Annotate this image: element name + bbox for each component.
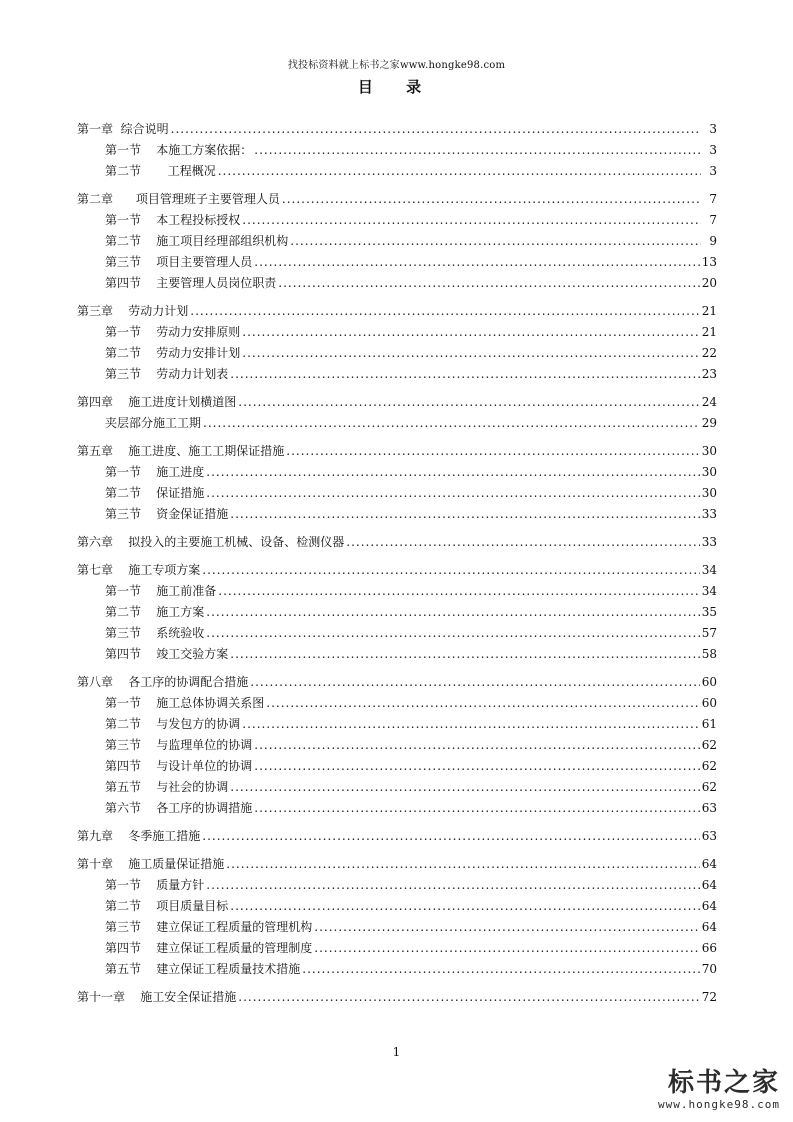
- toc-entry-number: 第三节: [105, 367, 142, 381]
- toc-section-entry[interactable]: [77, 581, 717, 602]
- toc-page-number: 30: [701, 465, 717, 479]
- toc-chapter-entry[interactable]: [77, 672, 717, 693]
- toc-entry-title: 施工专项方案: [113, 563, 201, 577]
- toc-chapter-entry[interactable]: [77, 119, 717, 140]
- toc-leader-dots: [254, 140, 701, 161]
- toc-page-number: 22: [701, 346, 717, 360]
- toc-chapter-entry[interactable]: [77, 854, 717, 875]
- toc-entry-title: 施工安全保证措施: [125, 990, 237, 1004]
- toc-entry-title: 竣工交验方案: [141, 647, 229, 661]
- toc-page-number: 7: [709, 192, 717, 206]
- toc-entry-title: 本工程投标授权: [141, 213, 241, 227]
- toc-entry-number: 第五节: [105, 780, 142, 794]
- toc-page-number: 21: [701, 304, 717, 318]
- toc-entry-title: 项目主要管理人员: [141, 255, 253, 269]
- toc-leader-dots: [230, 364, 699, 385]
- toc-leader-dots: [242, 322, 699, 343]
- toc-section-entry[interactable]: [77, 623, 717, 644]
- toc-page-number: 62: [701, 738, 717, 752]
- toc-chapter-entry[interactable]: [77, 987, 717, 1008]
- toc-entry-number: 第十一章: [77, 990, 126, 1004]
- toc-entry-title: 劳动力安排原则: [141, 325, 241, 339]
- toc-page-number: 30: [701, 486, 717, 500]
- page-title: 目 录: [357, 78, 436, 96]
- toc-entry-number: 第二节: [105, 164, 142, 178]
- toc-entry-title: 冬季施工措施: [113, 829, 201, 843]
- toc-entry-title: 与设计单位的协调: [141, 759, 253, 773]
- toc-entry-number: 第三章: [77, 304, 114, 318]
- toc-page-number: 72: [701, 990, 717, 1004]
- toc-leader-dots: [206, 483, 699, 504]
- toc-leader-dots: [250, 672, 699, 693]
- toc-entry-title: 劳动力计划表: [141, 367, 229, 381]
- toc-leader-dots: [242, 714, 699, 735]
- toc-entry-number: 第五章: [77, 444, 114, 458]
- toc-entry-title: 本施工方案依据：: [141, 143, 253, 157]
- toc-entry-title: 劳动力安排计划: [141, 346, 241, 360]
- toc-entry-number: 第一节: [105, 465, 142, 479]
- toc-entry-title: 各工序的协调措施: [141, 801, 253, 815]
- toc-leader-dots: [203, 413, 700, 434]
- toc-page-number: 9: [709, 234, 717, 248]
- logo-url: www.hongke98.com: [658, 1098, 780, 1111]
- toc-entry-number: 第六章: [77, 535, 114, 549]
- toc-entry-number: 第九章: [77, 829, 114, 843]
- toc-entry-number: 第八章: [77, 675, 114, 689]
- toc-leader-dots: [230, 504, 699, 525]
- toc-entry-number: 第一节: [105, 143, 142, 157]
- toc-leader-dots: [206, 875, 699, 896]
- toc-entry-number: 第二节: [105, 234, 142, 248]
- toc-entry-title: 夹层部分施工工期: [105, 416, 202, 430]
- toc-page-number: 23: [701, 367, 717, 381]
- toc-entry-number: 第二节: [105, 486, 142, 500]
- toc-entry-number: 第五节: [105, 962, 142, 976]
- toc-chapter-entry[interactable]: [77, 826, 717, 847]
- toc-leader-dots: [254, 798, 699, 819]
- toc-page-number: 34: [701, 584, 717, 598]
- toc-entry-number: 第四节: [105, 276, 142, 290]
- toc-page-number: 64: [701, 920, 717, 934]
- toc-page-number: 30: [701, 444, 717, 458]
- toc-section-entry[interactable]: [77, 735, 717, 756]
- toc-leader-dots: [230, 777, 699, 798]
- toc-section-entry[interactable]: [77, 938, 717, 959]
- toc-entry-title: 施工质量保证措施: [113, 857, 225, 871]
- toc-section-entry[interactable]: [77, 483, 717, 504]
- toc-chapter-entry[interactable]: [77, 301, 717, 322]
- toc-leader-dots: [171, 119, 701, 140]
- toc-entry-title: 施工进度: [141, 465, 205, 479]
- toc-section-entry[interactable]: [77, 273, 717, 294]
- toc-page-number: 64: [701, 857, 717, 871]
- toc-entry-number: 第三节: [105, 507, 142, 521]
- toc-leader-dots: [254, 756, 699, 777]
- toc-leader-dots: [290, 231, 701, 252]
- toc-entry-title: 与社会的协调: [141, 780, 229, 794]
- toc-entry-title: 建立保证工程质量的管理机构: [141, 920, 313, 934]
- toc-chapter-entry[interactable]: [77, 441, 717, 462]
- toc-entry-title: 建立保证工程质量的管理制度: [141, 941, 313, 955]
- toc-leader-dots: [218, 581, 699, 602]
- toc-leader-dots: [202, 560, 699, 581]
- toc-section-entry[interactable]: [77, 504, 717, 525]
- toc-page-number: 13: [701, 255, 717, 269]
- toc-page-number: 64: [701, 878, 717, 892]
- toc-chapter-entry[interactable]: [77, 189, 717, 210]
- toc-page-number: 60: [701, 675, 717, 689]
- toc-leader-dots: [190, 301, 699, 322]
- toc-entry-title: 系统验收: [141, 626, 205, 640]
- toc-page-number: 33: [701, 535, 717, 549]
- toc-page-number: 64: [701, 899, 717, 913]
- toc-entry-number: 第三节: [105, 626, 142, 640]
- toc-page-number: 63: [701, 829, 717, 843]
- watermark-logo: [640, 1068, 780, 1111]
- toc-entry-number: 第一节: [105, 696, 142, 710]
- toc-entry-number: 第二节: [105, 899, 142, 913]
- toc-entry-title: 资金保证措施: [141, 507, 229, 521]
- toc-leader-dots: [286, 441, 699, 462]
- toc-leader-dots: [226, 854, 699, 875]
- toc-leader-dots: [242, 343, 699, 364]
- toc-section-entry[interactable]: [77, 917, 717, 938]
- toc-entry-title: 施工项目经理部组织机构: [141, 234, 289, 248]
- toc-entry-title: 与监理单位的协调: [141, 738, 253, 752]
- toc-entry-number: 第三节: [105, 920, 142, 934]
- toc-entry-title: 质量方针: [141, 878, 205, 892]
- toc-page-number: 70: [701, 962, 717, 976]
- toc-page-number: 62: [701, 759, 717, 773]
- toc-leader-dots: [206, 623, 699, 644]
- toc-section-entry[interactable]: [77, 161, 717, 182]
- toc-page-number: 21: [701, 325, 717, 339]
- toc-entry-number: 第六节: [105, 801, 142, 815]
- toc-section-entry[interactable]: [77, 959, 717, 980]
- toc-leader-dots: [230, 896, 699, 917]
- toc-section-entry[interactable]: [77, 756, 717, 777]
- toc-page-number: 7: [709, 213, 717, 227]
- toc-page-number: 3: [709, 143, 717, 157]
- toc-page-number: 20: [701, 276, 717, 290]
- toc-entry-number: 第十章: [77, 857, 114, 871]
- toc-section-entry[interactable]: [77, 252, 717, 273]
- toc-leader-dots: [314, 938, 699, 959]
- toc-page-number: 60: [701, 696, 717, 710]
- toc-leader-dots: [254, 735, 699, 756]
- toc-leader-dots: [314, 917, 699, 938]
- toc-section-entry[interactable]: [77, 896, 717, 917]
- toc-page-number: 24: [701, 395, 717, 409]
- toc-leader-dots: [230, 644, 699, 665]
- toc-chapter-entry[interactable]: [77, 532, 717, 553]
- toc-entry-number: 第四节: [105, 941, 142, 955]
- toc-entry-number: 第一节: [105, 325, 142, 339]
- toc-entry-title: 劳动力计划: [113, 304, 189, 318]
- toc-entry-title: 建立保证工程质量技术措施: [141, 962, 301, 976]
- toc-chapter-entry[interactable]: [77, 560, 717, 581]
- toc-entry-title: 工程概况: [141, 164, 216, 178]
- toc-page-number: 58: [701, 647, 717, 661]
- toc-entry-number: 第二节: [105, 346, 142, 360]
- toc-entry-number: 第四节: [105, 759, 142, 773]
- toc-entry-title: 项目质量目标: [141, 899, 229, 913]
- toc-leader-dots: [238, 392, 699, 413]
- toc-leader-dots: [206, 462, 699, 483]
- toc-entry-number: 第一节: [105, 584, 142, 598]
- toc-leader-dots: [242, 210, 701, 231]
- toc-leader-dots: [278, 273, 699, 294]
- toc-entry-number: 第三节: [105, 738, 142, 752]
- toc-entry-title: 施工方案: [141, 605, 205, 619]
- toc-section-entry[interactable]: [77, 364, 717, 385]
- page-number: 1: [392, 1045, 401, 1059]
- toc-entry-title: 施工前准备: [141, 584, 217, 598]
- toc-section-entry[interactable]: [77, 210, 717, 231]
- toc-entry-title: 综合说明: [113, 122, 169, 136]
- toc-entry-number: 第一章: [77, 122, 114, 136]
- toc-leader-dots: [266, 693, 699, 714]
- toc-entry-number: 第三节: [105, 255, 142, 269]
- toc-leader-dots: [202, 826, 699, 847]
- toc-entry-title: 施工进度计划横道图: [113, 395, 237, 409]
- toc-section-entry[interactable]: [77, 693, 717, 714]
- toc-entry-number: 第一节: [105, 213, 142, 227]
- toc-entry-title: 项目管理班子主要管理人员: [113, 192, 280, 206]
- toc-leader-dots: [254, 252, 699, 273]
- toc-entry-number: 第二章: [77, 192, 114, 206]
- toc-entry-title: 主要管理人员岗位职责: [141, 276, 277, 290]
- toc-leader-dots: [282, 189, 701, 210]
- toc-page-number: 63: [701, 801, 717, 815]
- toc-leader-dots: [206, 602, 699, 623]
- toc-leader-dots: [218, 161, 701, 182]
- toc-page-number: 35: [701, 605, 717, 619]
- toc-section-entry[interactable]: [77, 343, 717, 364]
- toc-page-number: 34: [701, 563, 717, 577]
- toc-section-entry[interactable]: [77, 777, 717, 798]
- toc-entry-number: 第二节: [105, 717, 142, 731]
- toc-entry-number: 第七章: [77, 563, 114, 577]
- toc-section-entry[interactable]: [77, 644, 717, 665]
- toc-section-entry[interactable]: [77, 322, 717, 343]
- table-of-contents: [77, 119, 717, 1008]
- toc-page-number: 33: [701, 507, 717, 521]
- toc-section-entry[interactable]: [77, 140, 717, 161]
- toc-entry-title: 保证措施: [141, 486, 205, 500]
- toc-entry-title: 与发包方的协调: [141, 717, 241, 731]
- toc-entry-title: 施工总体协调关系图: [141, 696, 265, 710]
- toc-page-number: 66: [701, 941, 717, 955]
- toc-entry-title: 各工序的协调配合措施: [113, 675, 249, 689]
- toc-entry-title: 拟投入的主要施工机械、设备、检测仪器: [113, 535, 345, 549]
- toc-page-number: 61: [701, 717, 717, 731]
- toc-section-entry[interactable]: [77, 875, 717, 896]
- toc-entry-number: 第二节: [105, 605, 142, 619]
- toc-entry-number: 第四节: [105, 647, 142, 661]
- toc-entry-title: 施工进度、施工工期保证措施: [113, 444, 285, 458]
- toc-page-number: 3: [709, 164, 717, 178]
- toc-page-number: 29: [701, 416, 717, 430]
- toc-page-number: 3: [709, 122, 717, 136]
- toc-section-entry[interactable]: [77, 462, 717, 483]
- logo-text: 标书之家: [667, 1068, 780, 1098]
- toc-section-entry[interactable]: [77, 413, 717, 434]
- toc-entry-number: 第一节: [105, 878, 142, 892]
- toc-section-entry[interactable]: [77, 602, 717, 623]
- toc-page-number: 62: [701, 780, 717, 794]
- toc-leader-dots: [346, 532, 699, 553]
- toc-section-entry[interactable]: [77, 798, 717, 819]
- toc-chapter-entry[interactable]: [77, 392, 717, 413]
- toc-page-number: 57: [701, 626, 717, 640]
- toc-section-entry[interactable]: [77, 231, 717, 252]
- toc-entry-number: 第四章: [77, 395, 114, 409]
- toc-section-entry[interactable]: [77, 714, 717, 735]
- toc-leader-dots: [302, 959, 699, 980]
- toc-leader-dots: [238, 987, 699, 1008]
- page-header: 找投标资料就上标书之家www.hongke98.com: [287, 60, 506, 71]
